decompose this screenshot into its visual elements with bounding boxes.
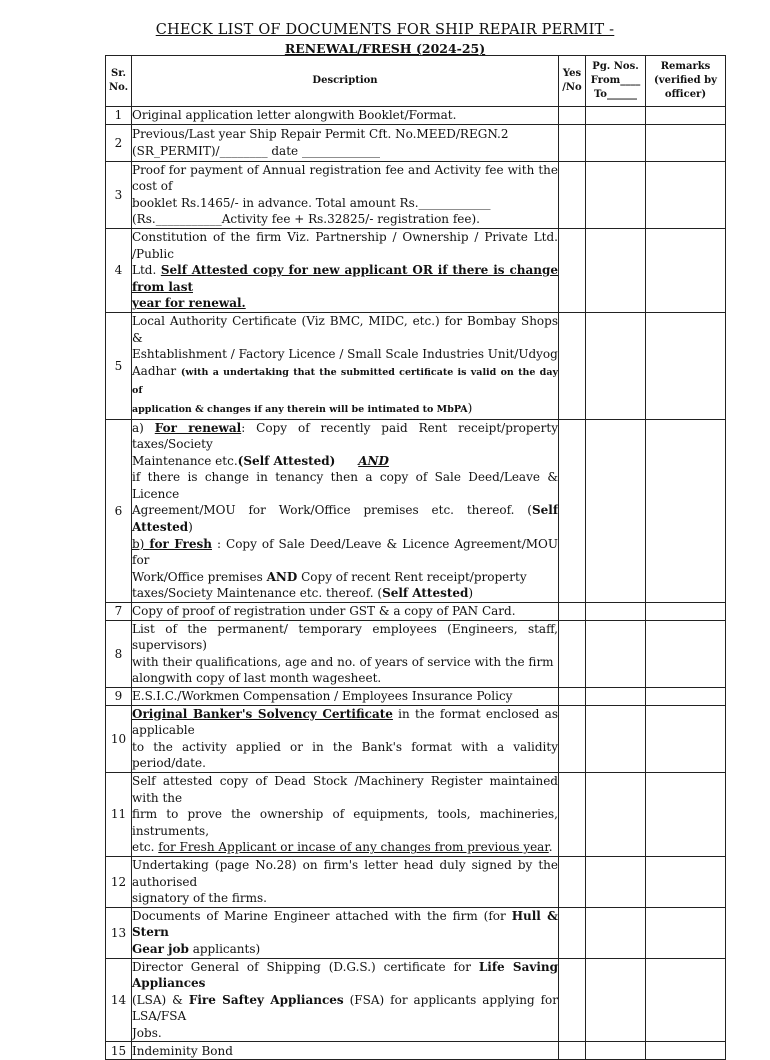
remarks-cell[interactable] [646,772,726,856]
row-sr-no: 1 [106,107,132,125]
remarks-cell[interactable] [646,312,726,419]
row-sr-no: 15 [106,1042,132,1060]
table-row [106,856,726,907]
page-numbers-cell[interactable] [586,419,646,603]
header-row [106,56,726,107]
page-numbers-cell[interactable] [586,107,646,125]
yes-no-cell[interactable] [559,603,586,621]
table-row [106,419,726,603]
document-title-line1: CHECK LIST OF DOCUMENTS FOR SHIP REPAIR PERMIT - [155,22,615,38]
remarks-cell[interactable] [646,603,726,621]
table-row [106,907,726,958]
row-sr-no: 4 [106,228,132,312]
table-row [106,705,726,772]
header-sr-no: Sr. No. [106,56,132,107]
yes-no-cell[interactable] [559,620,586,687]
header-page-numbers: Pg. Nos. From____ To______ [586,56,646,107]
page-numbers-cell[interactable] [586,907,646,958]
yes-no-cell[interactable] [559,312,586,419]
row-sr-no: 10 [106,705,132,772]
table-row [106,228,726,312]
page-numbers-cell[interactable] [586,228,646,312]
table-row [106,312,726,419]
row-description: Undertaking (page No.28) on firm's letter head duly signed by the authorised signatory of the firms. [132,856,559,907]
row-description: Original application letter alongwith Booklet/Format. [132,107,559,125]
remarks-cell[interactable] [646,907,726,958]
page-numbers-cell[interactable] [586,1042,646,1060]
row-description: Self attested copy of Dead Stock /Machinery Register maintained with the firm to prove the ownership of equipments, tools, machineries, instruments, etc. for Fresh Applicant or incase of any changes from previous year. [132,772,559,856]
row-description: Copy of proof of registration under GST & a copy of PAN Card. [132,603,559,621]
header-yes-no: Yes /No [559,56,586,107]
header-remarks: Remarks (verified by officer) [646,56,726,107]
row-sr-no: 12 [106,856,132,907]
checklist-table [105,55,726,1060]
table-row [106,688,726,706]
page-numbers-cell[interactable] [586,856,646,907]
page-numbers-cell[interactable] [586,161,646,228]
row-description: Documents of Marine Engineer attached with the firm (for Hull & Stern Gear job applicants) [132,907,559,958]
page-numbers-cell[interactable] [586,124,646,161]
row-sr-no: 14 [106,958,132,1042]
remarks-cell[interactable] [646,705,726,772]
row-description: Proof for payment of Annual registration fee and Activity fee with the cost of booklet Rs.1465/- in advance. Total amount Rs.____________ (Rs.___________Activity fee + Rs.32825/- registration fee). [132,161,559,228]
yes-no-cell[interactable] [559,107,586,125]
row-description: E.S.I.C./Workmen Compensation / Employees Insurance Policy [132,688,559,706]
row-sr-no: 9 [106,688,132,706]
table-row [106,107,726,125]
remarks-cell[interactable] [646,856,726,907]
row-sr-no: 2 [106,124,132,161]
row-sr-no: 8 [106,620,132,687]
remarks-cell[interactable] [646,107,726,125]
header-description: Description [132,56,559,107]
remarks-cell[interactable] [646,688,726,706]
table-row [106,772,726,856]
yes-no-cell[interactable] [559,907,586,958]
table-row [106,161,726,228]
row-sr-no: 3 [106,161,132,228]
row-description: Constitution of the firm Viz. Partnership / Ownership / Private Ltd. /Public Ltd. Self Attested copy for new applicant OR if there is change from last year for renewal. [132,228,559,312]
yes-no-cell[interactable] [559,688,586,706]
table-row [106,124,726,161]
yes-no-cell[interactable] [559,958,586,1042]
document-title-line2: RENEWAL/FRESH (2024-25) [284,41,486,56]
row-description: Previous/Last year Ship Repair Permit Cft. No.MEED/REGN.2 (SR_PERMIT)/________ date _____________ [132,124,559,161]
row-sr-no: 7 [106,603,132,621]
page-numbers-cell[interactable] [586,705,646,772]
remarks-cell[interactable] [646,419,726,603]
table-row [106,958,726,1042]
row-sr-no: 5 [106,312,132,419]
row-sr-no: 13 [106,907,132,958]
yes-no-cell[interactable] [559,124,586,161]
remarks-cell[interactable] [646,1042,726,1060]
page-numbers-cell[interactable] [586,772,646,856]
row-sr-no: 6 [106,419,132,603]
remarks-cell[interactable] [646,620,726,687]
yes-no-cell[interactable] [559,705,586,772]
page-numbers-cell[interactable] [586,620,646,687]
page-numbers-cell[interactable] [586,688,646,706]
remarks-cell[interactable] [646,161,726,228]
remarks-cell[interactable] [646,228,726,312]
remarks-cell[interactable] [646,124,726,161]
yes-no-cell[interactable] [559,772,586,856]
row-description: Director General of Shipping (D.G.S.) certificate for Life Saving Appliances (LSA) & Fire Saftey Appliances (FSA) for applicants applying for LSA/FSA Jobs. [132,958,559,1042]
row-description: Original Banker's Solvency Certificate in the format enclosed as applicable to the activity applied or in the Bank's format with a validity period/date. [132,705,559,772]
table-row [106,620,726,687]
yes-no-cell[interactable] [559,419,586,603]
remarks-cell[interactable] [646,958,726,1042]
yes-no-cell[interactable] [559,1042,586,1060]
row-description: Local Authority Certificate (Viz BMC, MIDC, etc.) for Bombay Shops & Eshtablishment / Factory Licence / Small Scale Industries Unit/Udyog Aadhar (with a undertaking that the submitted certificate is valid on the day of application & changes if any therein will be intimated to MbPA) [132,312,559,419]
row-description: List of the permanent/ temporary employees (Engineers, staff, supervisors) with their qualifications, age and no. of years of service with the firm alongwith copy of last month wagesheet. [132,620,559,687]
table-row [106,603,726,621]
page-numbers-cell[interactable] [586,312,646,419]
row-description: a) For renewal: Copy of recently paid Rent receipt/property taxes/Society Maintenance etc.(Self Attested) AND if there is change in tenancy then a copy of Sale Deed/Leave & Licence Agreement/MOU for Work/Office premises etc. thereof. (Self Attested) b) for Fresh : Copy of Sale Deed/Leave & Licence Agreement/MOU for Work/Office premises AND Copy of recent Rent receipt/property taxes/Society Maintenance etc. thereof. (Self Attested) [132,419,559,603]
row-sr-no: 11 [106,772,132,856]
table-row [106,1042,726,1060]
yes-no-cell[interactable] [559,161,586,228]
page-numbers-cell[interactable] [586,958,646,1042]
yes-no-cell[interactable] [559,228,586,312]
page-numbers-cell[interactable] [586,603,646,621]
row-description: Indeminity Bond [132,1042,559,1060]
yes-no-cell[interactable] [559,856,586,907]
